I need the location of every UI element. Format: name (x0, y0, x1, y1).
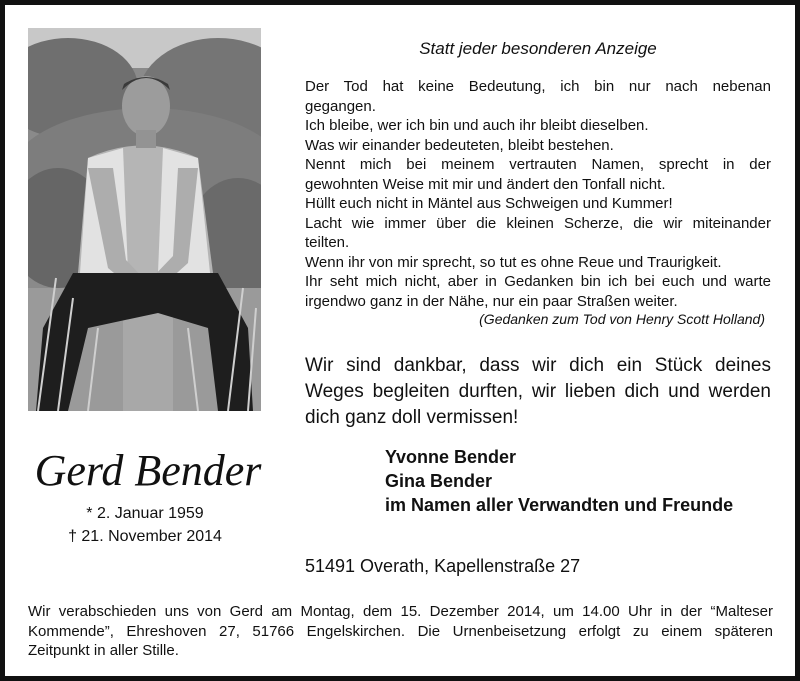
deceased-name: Gerd Bender (34, 446, 262, 495)
gratitude-line: dich ganz doll vermissen! (305, 407, 519, 428)
signatories (385, 445, 785, 517)
signatory-name: Gina Bender (385, 471, 493, 491)
poem-line: Ich bleibe, wer ich bin und auch ihr bleibt dieselben. (305, 117, 649, 134)
poem-line: Was wir einander bedeuteten, bleibt bestehen. (305, 136, 614, 154)
poem-line: Wenn ihr von mir sprecht, so tut es ohne Reue und Traurigkeit. (305, 253, 722, 271)
portrait-photo (28, 28, 261, 411)
gratitude-text (305, 353, 771, 431)
death-date: † 21. November 2014 (68, 528, 222, 545)
funeral-line: Kommende”, Ehreshoven 27, 51766 Engelskirchen. Die Urnenbeisetzung erfolgt zu einem späteren (28, 622, 773, 640)
life-dates (45, 502, 245, 548)
notice-heading: Statt jeder besonderen Anzeige (419, 39, 657, 58)
funeral-line: Zeitpunkt in aller Stille. (28, 642, 179, 659)
poem-line: teilten. (305, 234, 350, 251)
signatory-note: im Namen aller Verwandten und Freunde (385, 495, 734, 515)
gratitude-line: Wir sind dankbar, dass wir dich ein Stück deines (305, 355, 771, 376)
signatory-name: Yvonne Bender (385, 447, 517, 467)
poem-line: Hüllt euch nicht in Mäntel aus Schweigen und Kummer! (305, 195, 673, 212)
poem-line: Ihr seht mich nicht, aber in Gedanken bin ich bei euch und warte (305, 273, 771, 290)
poem-text (305, 77, 771, 311)
poem-line: irgendwo ganz in der Nähe, nur ein paar Straßen weiter. (305, 292, 678, 310)
poem-line: gegangen. (305, 97, 376, 115)
birth-date: * 2. Januar 1959 (86, 505, 204, 522)
funeral-info (28, 602, 773, 661)
poem-line: gewohnten Weise mit mir und ändert den Tonfall nicht. (305, 175, 666, 193)
gratitude-line: Weges begleiten durften, wir lieben dich und werden (305, 381, 771, 402)
poem-line: Lacht wie immer über die kleinen Scherze, die wir miteinander (305, 214, 771, 232)
poem-attribution: (Gedanken zum Tod von Henry Scott Holland) (479, 311, 765, 327)
address: 51491 Overath, Kapellenstraße 27 (305, 556, 581, 576)
poem-line: Der Tod hat keine Bedeutung, ich bin nur nach nebenan (305, 78, 771, 95)
poem-line: Nennt mich bei meinem vertrauten Namen, sprecht in der (305, 156, 771, 173)
funeral-line: Wir verabschieden uns von Gerd am Montag, dem 15. Dezember 2014, um 14.00 Uhr in der “Malteser (28, 603, 773, 620)
